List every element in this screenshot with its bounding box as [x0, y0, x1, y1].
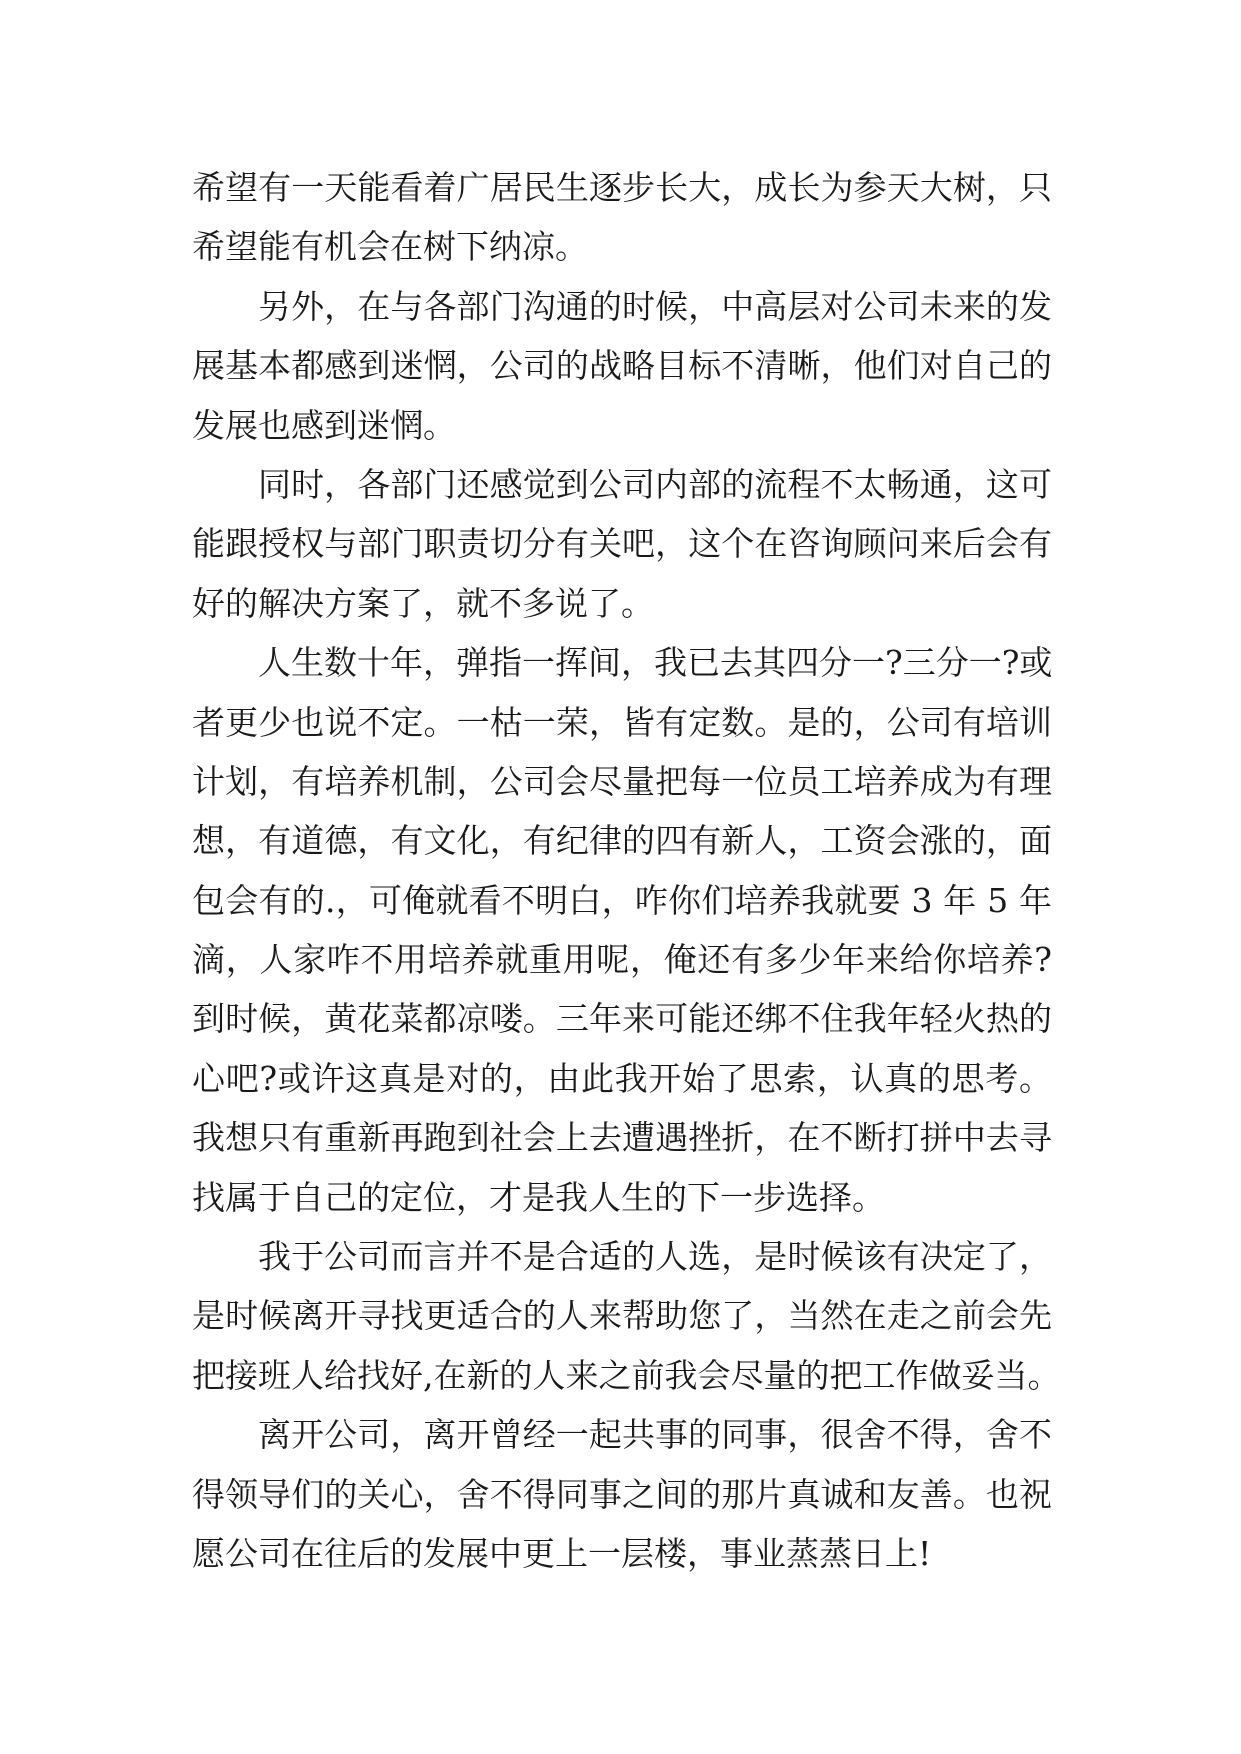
text-line: 我于公司而言并不是合适的人选，是时候该有决定了，: [258, 1237, 1052, 1277]
text-line: 人生数十年，弹指一挥间，我已去其四分一?三分一?或: [258, 643, 1053, 683]
text-line: 好的解决方案了，就不多说了。: [192, 583, 654, 623]
text-line: 到时候，黄花菜都凉喽。三年来可能还绑不住我年轻火热的: [192, 999, 1052, 1039]
text-line: 是时候离开寻找更适合的人来帮助您了，当然在走之前会先: [192, 1296, 1052, 1336]
text-line: 包会有的.，可俺就看不明白，咋你们培养我就要 3 年 5 年: [192, 880, 1052, 920]
text-line: 另外，在与各部门沟通的时候，中高层对公司未来的发: [258, 286, 1052, 326]
text-line: 展基本都感到迷惘，公司的战略目标不清晰，他们对自己的: [192, 346, 1052, 386]
text-line: 找属于自己的定位，才是我人生的下一步选择。: [192, 1177, 885, 1217]
text-line: 心吧?或许这真是对的，由此我开始了思索，认真的思考。: [192, 1058, 1052, 1098]
text-line: 发展也感到迷惘。: [192, 405, 456, 445]
text-line: 离开公司，离开曾经一起共事的同事，很舍不得，舍不: [258, 1415, 1052, 1455]
text-line: 得领导们的关心，舍不得同事之间的那片真诚和友善。也祝: [192, 1474, 1052, 1514]
text-line: 愿公司在往后的发展中更上一层楼，事业蒸蒸日上!: [192, 1533, 932, 1573]
text-line: 想，有道德，有文化，有纪律的四有新人，工资会涨的，面: [192, 821, 1052, 861]
text-line: 同时，各部门还感觉到公司内部的流程不太畅通，这可: [258, 464, 1052, 504]
text-line: 希望能有机会在树下纳凉。: [192, 227, 588, 267]
text-line: 我想只有重新再跑到社会上去遭遇挫折，在不断打拼中去寻: [192, 1118, 1052, 1158]
text-line: 能跟授权与部门职责切分有关吧，这个在咨询顾问来后会有: [192, 524, 1052, 564]
text-line: 滴，人家咋不用培养就重用呢，俺还有多少年来给你培养?: [192, 940, 1052, 980]
text-line: 把接班人给找好,在新的人来之前我会尽量的把工作做妥当。: [192, 1355, 1061, 1395]
text-line: 者更少也说不定。一枯一荣，皆有定数。是的，公司有培训: [192, 702, 1052, 742]
text-line: 计划，有培养机制，公司会尽量把每一位员工培养成为有理: [192, 761, 1052, 801]
text-line: 希望有一天能看着广居民生逐步长大，成长为参天大树，只: [192, 168, 1052, 207]
body-text: [192, 158, 1061, 1583]
